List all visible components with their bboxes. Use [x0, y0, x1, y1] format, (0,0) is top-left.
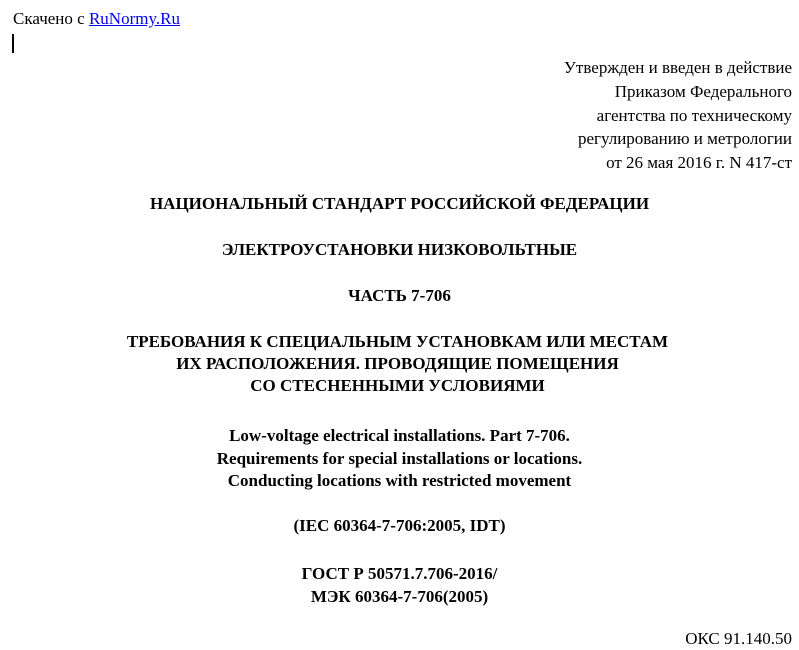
- english-title-line: Requirements for special installations or locations.: [216, 448, 583, 468]
- download-prefix: Скачено с: [13, 9, 85, 28]
- english-title: [0, 425, 799, 493]
- english-title-line: Conducting locations with restricted movement: [227, 471, 572, 490]
- runormy-link[interactable]: RuNormy.Ru: [88, 9, 180, 28]
- approval-line: Утвержден и введен в действие: [563, 58, 792, 77]
- requirements-title-line: ТРЕБОВАНИЯ К СПЕЦИАЛЬНЫМ УСТАНОВКАМ ИЛИ МЕСТАМ: [126, 332, 669, 351]
- requirements-title: [0, 331, 797, 397]
- gost-reference-line: МЭК 60364-7-706(2005): [310, 586, 489, 606]
- installation-title: ЭЛЕКТРОУСТАНОВКИ НИЗКОВОЛЬТНЫЕ: [221, 240, 578, 259]
- approval-line: Приказом Федерального: [614, 81, 792, 101]
- approval-line: агентства по техническому: [596, 105, 792, 125]
- text-cursor: [12, 34, 14, 53]
- part-number: ЧАСТЬ 7-706: [348, 286, 451, 305]
- oks-code: ОКС 91.140.50: [685, 629, 792, 648]
- approval-line: регулированию и метрологии: [577, 129, 792, 149]
- gost-reference: [0, 563, 799, 608]
- requirements-title-line: ИХ РАСПОЛОЖЕНИЯ. ПРОВОДЯЩИЕ ПОМЕЩЕНИЯ: [176, 354, 619, 373]
- iec-reference: (IEC 60364-7-706:2005, IDT): [293, 516, 506, 535]
- approval-block: [564, 56, 792, 175]
- national-standard-heading: НАЦИОНАЛЬНЫЙ СТАНДАРТ РОССИЙСКОЙ ФЕДЕРАЦИИ: [149, 194, 650, 213]
- english-title-line: Low-voltage electrical installations. Part 7-706.: [229, 426, 570, 445]
- download-source-line: [13, 8, 180, 30]
- gost-reference-line: ГОСТ Р 50571.7.706-2016/: [301, 564, 498, 583]
- approval-line: от 26 мая 2016 г. N 417-ст: [606, 153, 792, 173]
- requirements-title-line: СО СТЕСНЕННЫМИ УСЛОВИЯМИ: [250, 376, 545, 395]
